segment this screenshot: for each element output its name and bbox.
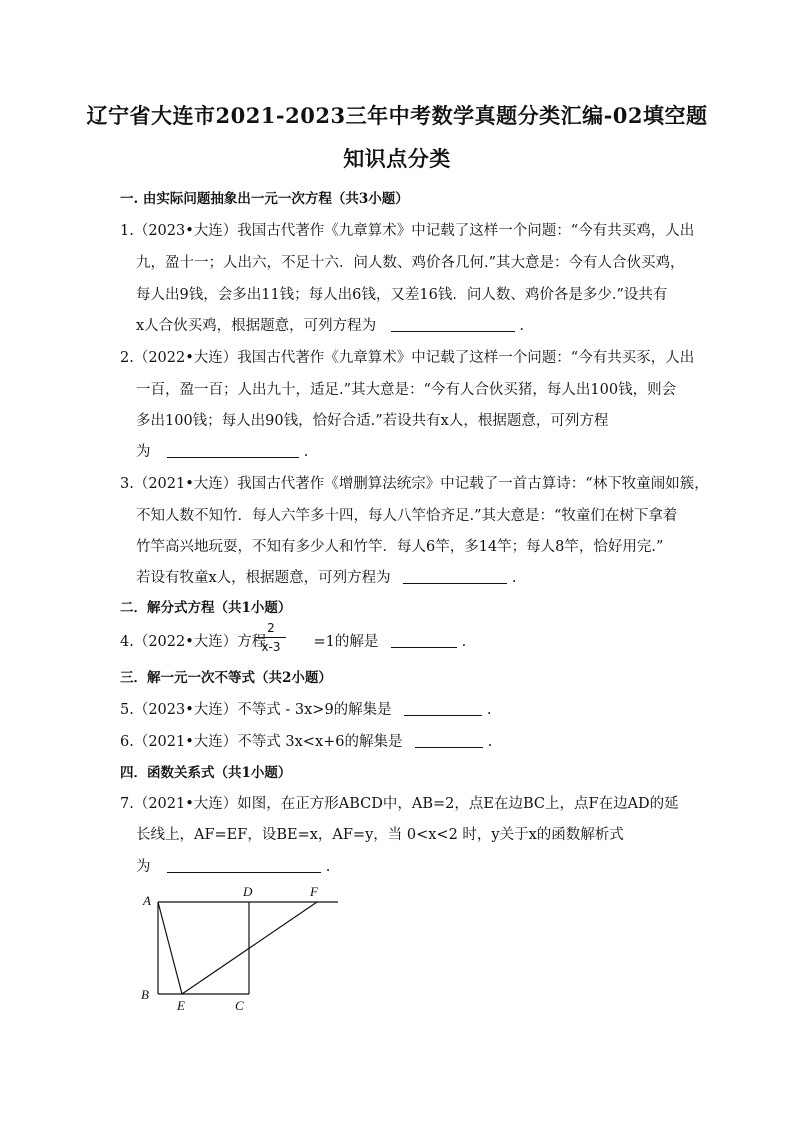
q4-numerator: 2 [267,621,275,635]
q4-prefix: 4.（2022•大连）方程 [120,634,267,650]
label-b: B [141,987,149,1002]
q2-answer-blank[interactable] [167,443,299,458]
q3-period: . [511,570,517,586]
q3-line-4-text: 若设有牧童x人，根据题意，可列方程为 [136,570,391,586]
q2-line-1: 2.（2022•大连）我国古代著作《九章算术》中记载了这样一个问题：“今有共买豕，人出 [120,350,695,366]
q3-answer-blank[interactable] [403,569,507,584]
q6-period: . [487,734,493,750]
q7-answer-blank[interactable] [167,858,321,873]
q2-line-4 [136,440,696,461]
figure-segment-ae [158,902,182,994]
q4-period: . [461,634,467,650]
q7-line-3 [136,855,696,876]
q5-period: . [486,702,492,718]
section-heading-4: 四．函数关系式（共1小题） [120,765,292,781]
q1-answer-blank[interactable] [391,317,515,332]
q7-line-3-text: 为 [136,859,151,875]
label-f: F [310,884,318,899]
label-a: A [143,893,151,908]
q6-line [120,730,680,751]
q1-line-3: 每人出9钱，会多出11钱；每人出6钱，又差16钱．问人数、鸡价各是多少.”设共有 [136,287,668,303]
q1-period: . [519,318,525,334]
q1-line-2: 九，盈十一；人出六，不足十六．问人数、鸡价各几何.”其大意是：今有人合伙买鸡， [136,255,685,271]
q6-text: 6.（2021•大连）不等式 3x<x+6的解集是 [120,734,403,750]
section-heading-1: 一. 由实际问题抽象出一元一次方程（共3小题） [120,191,409,207]
q3-line-1: 3.（2021•大连）我国古代著作《增删算法统宗》中记载了一首古算诗：“林下牧童闹如簇， [120,476,709,492]
label-e: E [177,998,185,1013]
q1-line-1: 1.（2023•大连）我国古代著作《九章算术》中记载了这样一个问题：“今有共买鸡，人出 [120,223,695,239]
q5-text: 5.（2023•大连）不等式 - 3x>9的解集是 [120,702,392,718]
q4-suffix: =1的解是 [313,634,379,650]
q1-line-4-text: x人合伙买鸡，根据题意，可列方程为 [136,318,377,334]
q1-line-4 [136,314,696,335]
q2-line-3: 多出100钱；每人出90钱，恰好合适.”若设共有x人，根据题意，可列方程 [136,413,609,429]
document-subtitle: 知识点分类 [343,146,451,171]
q4-answer-blank[interactable] [391,633,457,648]
section-heading-3: 三．解一元一次不等式（共2小题） [120,670,332,686]
q2-line-2: 一百，盈一百；人出九十，适足.”其大意是：“今有人合伙买猪，每人出100钱，则会 [136,382,677,398]
q7-line-1: 7.（2021•大连）如图，在正方形ABCD中，AB=2，点E在边BC上，点F在边AD的延 [120,796,679,812]
document-title: 辽宁省大连市2021-2023三年中考数学真题分类汇编-02填空题 [86,103,708,128]
q3-line-2: 不知人数不知竹．每人六竿多十四，每人八竿恰齐足.”其大意是：“牧童们在树下拿着 [136,508,678,524]
q7-line-2: 长线上，AF=EF，设BE=x，AF=y，当 0<x<2 时，y关于x的函数解析式 [136,827,624,843]
q7-period: . [325,859,331,875]
q5-line [120,698,680,719]
label-c: C [235,998,244,1013]
q3-line-4 [136,566,696,587]
q5-answer-blank[interactable] [404,701,482,716]
q2-period: . [303,444,309,460]
section-heading-2: 二．解分式方程（共1小题） [120,600,292,616]
q6-answer-blank[interactable] [415,733,483,748]
q4-fraction [255,621,287,654]
fraction-bar [256,637,286,638]
label-d: D [243,884,253,899]
q2-line-4-text: 为 [136,444,151,460]
q3-line-3: 竹竿高兴地玩耍，不知有多少人和竹竿．每人6竿，多14竿；每人8竿，恰好用完.” [136,539,664,555]
q4-line [120,630,680,651]
square-figure [130,882,360,1022]
q4-denominator: x-3 [261,640,281,654]
